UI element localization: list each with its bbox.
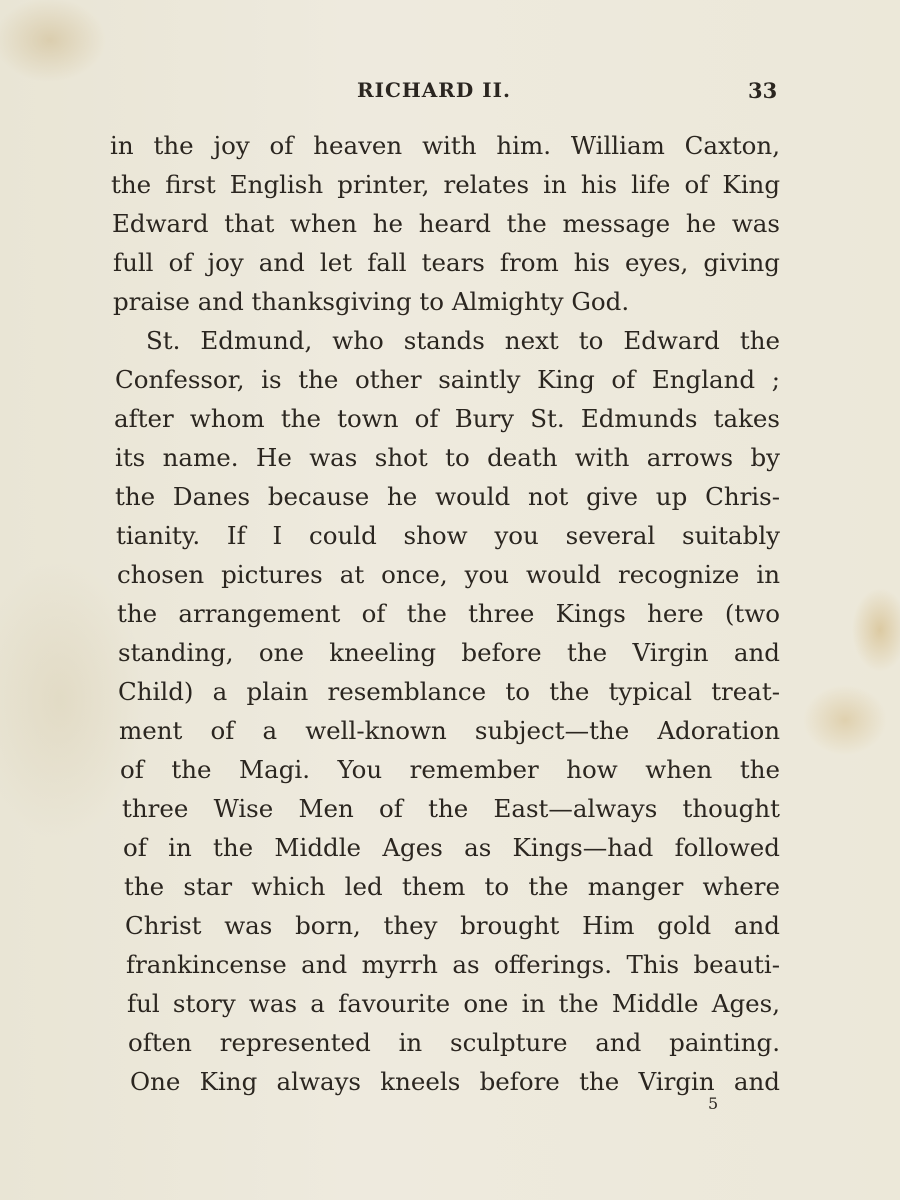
text-line: full of joy and let fall tears from his eyes, giving — [113, 248, 780, 277]
text-line: the arrangement of the three Kings here (two — [117, 599, 780, 628]
text-line: the star which led them to the manger where — [124, 872, 780, 901]
text-line: chosen pictures at once, you would recognize in — [117, 560, 780, 589]
chapter-title: RICHARD II. — [357, 78, 511, 102]
text-line: frankincense and myrrh as offerings. This beauti- — [126, 950, 780, 979]
text-line: the Danes because he would not give up Chris- — [115, 482, 780, 511]
signature-mark: 5 — [708, 1094, 719, 1113]
page-number: 33 — [748, 78, 778, 103]
text-line: ment of a well-known subject—the Adoration — [119, 716, 780, 745]
text-line: three Wise Men of the East—always thought — [122, 794, 780, 823]
text-line: often represented in sculpture and painting. — [128, 1028, 780, 1057]
text-line: tianity. If I could show you several suitably — [116, 521, 780, 550]
text-line: Edward that when he heard the message he was — [112, 209, 780, 238]
paragraph-first-line: St. Edmund, who stands next to Edward the — [146, 326, 780, 355]
text-line: of in the Middle Ages as Kings—had followed — [123, 833, 780, 862]
text-line: standing, one kneeling before the Virgin and — [118, 638, 780, 667]
text-line: after whom the town of Bury St. Edmunds takes — [114, 404, 780, 433]
text-line: One King always kneels before the Virgin and — [130, 1067, 780, 1096]
text-line: Confessor, is the other saintly King of England ; — [115, 365, 780, 394]
text-line: the first English printer, relates in his life of King — [111, 170, 780, 199]
text-line: of the Magi. You remember how when the — [120, 755, 780, 784]
running-head — [0, 78, 900, 108]
text-line: its name. He was shot to death with arrows by — [115, 443, 780, 472]
body-text — [108, 126, 780, 1101]
text-line: Child) a plain resemblance to the typical treat- — [118, 677, 780, 706]
text-line: praise and thanksgiving to Almighty God. — [113, 287, 630, 316]
text-line: ful story was a favourite one in the Middle Ages, — [127, 989, 780, 1018]
text-line: Christ was born, they brought Him gold and — [125, 911, 780, 940]
text-line: in the joy of heaven with him. William Caxton, — [110, 131, 780, 160]
